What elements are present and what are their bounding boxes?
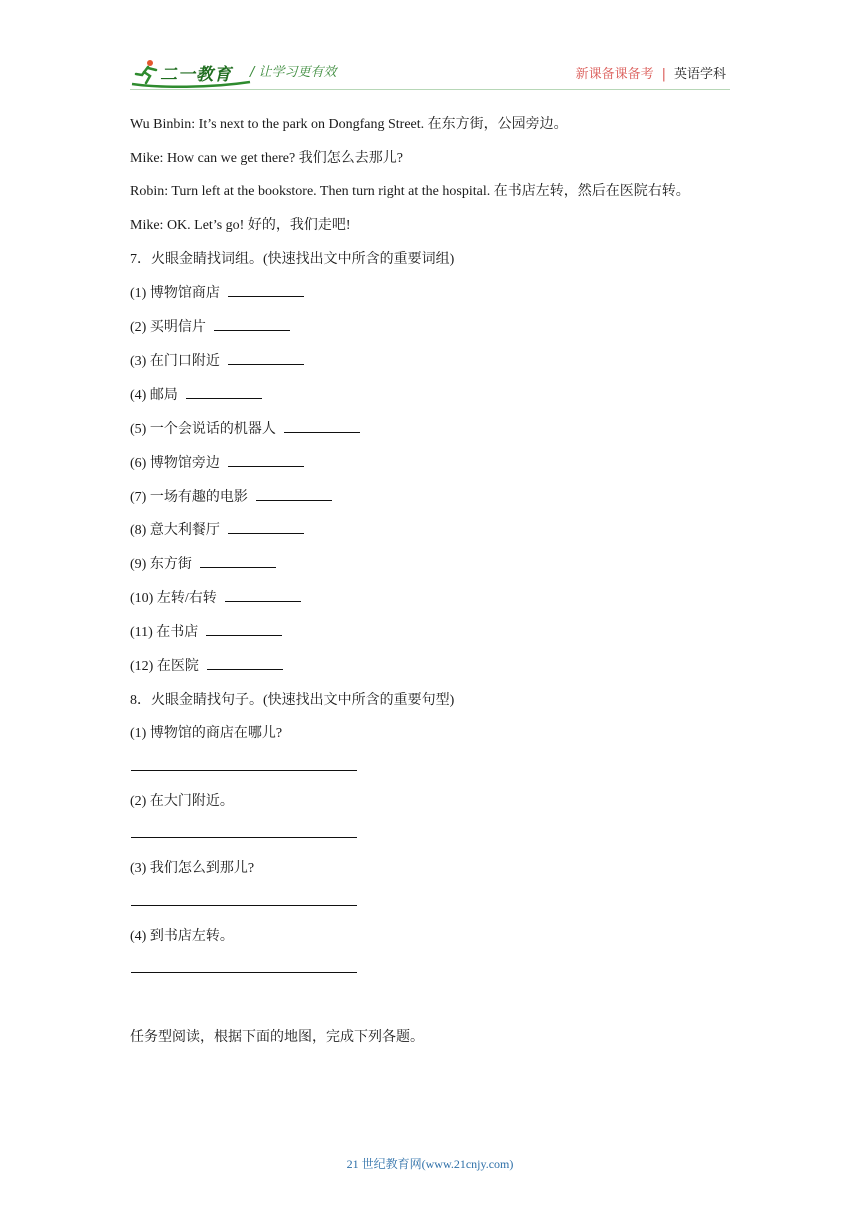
phrase-item (130, 486, 332, 506)
task-instruction: 任务型阅读，根据下面的地图，完成下列各题。 (130, 1030, 424, 1045)
question-7-title: 7．火眼金睛找词组。(快速找出文中所含的重要词组) (130, 252, 455, 267)
answer-blank[interactable] (284, 420, 360, 433)
phrase-prompt: (10) 左转/右转 (130, 591, 217, 606)
phrase-item (130, 282, 304, 302)
question-8-title: 8．火眼金睛找句子。(快速找出文中所含的重要句型) (130, 693, 455, 708)
answer-line[interactable] (131, 770, 357, 771)
phrase-item (130, 452, 304, 472)
phrase-item (130, 316, 290, 336)
phrase-prompt: (7) 一场有趣的电影 (130, 490, 248, 505)
answer-blank[interactable] (228, 454, 304, 467)
page-footer: 21 世纪教育网(www.21cnjy.com) (346, 1157, 514, 1171)
page-header (130, 56, 730, 92)
sentence-prompt: (3) 我们怎么到那儿? (130, 861, 255, 876)
answer-blank[interactable] (228, 352, 304, 365)
dialogue-line: Mike: How can we get there? 我们怎么去那儿? (130, 151, 403, 166)
phrase-prompt: (4) 邮局 (130, 388, 178, 403)
sentence-prompt: (4) 到书店左转。 (130, 929, 234, 944)
answer-line[interactable] (131, 972, 357, 973)
answer-blank[interactable] (228, 521, 304, 534)
header-divider (130, 89, 730, 90)
answer-blank[interactable] (206, 623, 282, 636)
answer-blank[interactable] (200, 555, 276, 568)
dialogue-line: Mike: OK. Let’s go! 好的，我们走吧! (130, 218, 351, 233)
phrase-prompt: (9) 东方街 (130, 557, 192, 572)
phrase-prompt: (1) 博物馆商店 (130, 286, 220, 301)
tag-prep: 新课备课备考 (575, 67, 654, 82)
phrase-prompt: (8) 意大利餐厅 (130, 523, 220, 538)
sentence-prompt: (2) 在大门附近。 (130, 794, 234, 809)
sentence-prompt: (1) 博物馆的商店在哪儿? (130, 726, 283, 741)
answer-blank[interactable] (186, 386, 262, 399)
phrase-item (130, 553, 276, 573)
tag-subject: 英语学科 (673, 67, 726, 82)
answer-line[interactable] (131, 837, 357, 838)
answer-blank[interactable] (207, 657, 283, 670)
answer-blank[interactable] (214, 318, 290, 331)
logo-text: 二一教育 (160, 65, 232, 85)
phrase-prompt: (12) 在医院 (130, 659, 199, 674)
phrase-prompt: (5) 一个会说话的机器人 (130, 422, 276, 437)
phrase-item (130, 350, 304, 370)
answer-blank[interactable] (225, 589, 301, 602)
phrase-prompt: (11) 在书店 (130, 625, 199, 640)
phrase-item (130, 519, 304, 539)
phrase-item (130, 587, 301, 607)
phrase-prompt: (3) 在门口附近 (130, 354, 220, 369)
dialogue-line: Wu Binbin: It’s next to the park on Dongfang Street. 在东方街，公园旁边。 (130, 117, 568, 132)
answer-blank[interactable] (256, 488, 332, 501)
phrase-item (130, 655, 283, 675)
dialogue-line: Robin: Turn left at the bookstore. Then turn right at the hospital. 在书店左转，然后在医院右转。 (130, 184, 690, 199)
phrase-item (130, 621, 282, 641)
phrase-prompt: (6) 博物馆旁边 (130, 456, 220, 471)
phrase-prompt: (2) 买明信片 (130, 320, 206, 335)
answer-blank[interactable] (228, 284, 304, 297)
answer-line[interactable] (131, 905, 357, 906)
tag-separator: | (661, 67, 666, 82)
phrase-item (130, 418, 360, 438)
header-tags (576, 63, 726, 82)
phrase-item (130, 384, 262, 404)
slogan: / 让学习更有效 (250, 65, 337, 80)
